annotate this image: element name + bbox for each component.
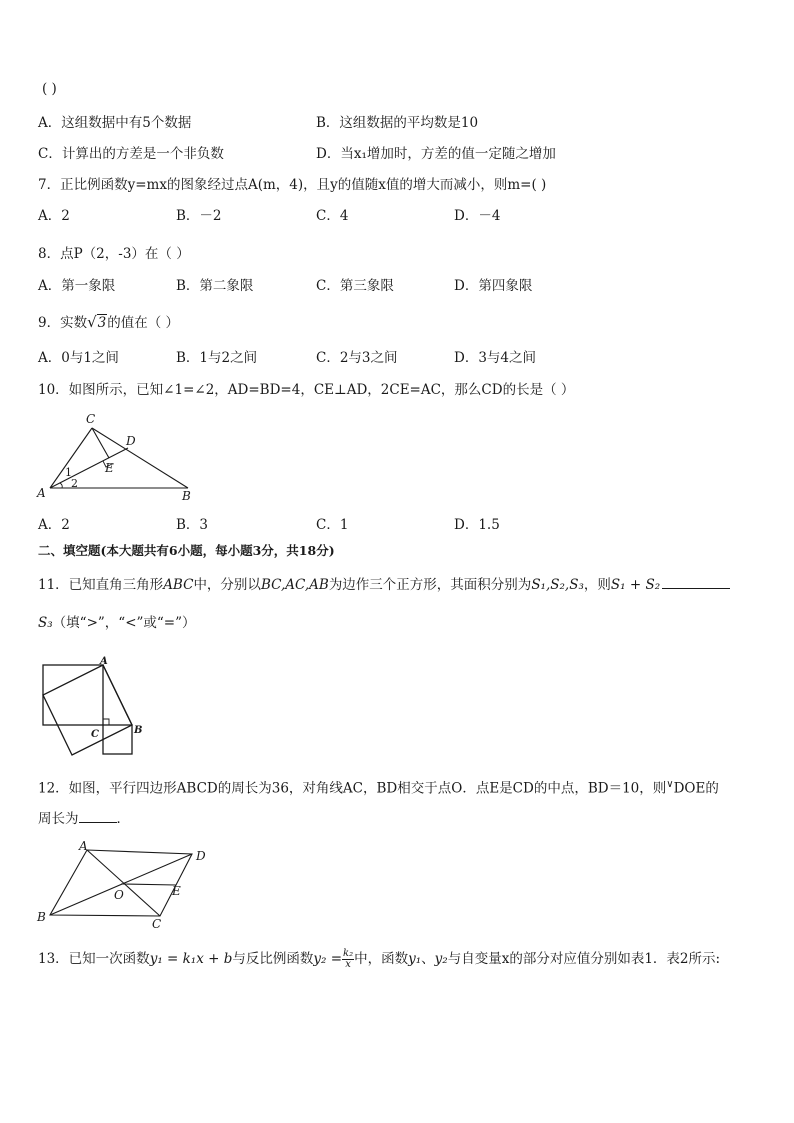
option-text: －2	[199, 208, 222, 224]
q10-option-a[interactable]	[38, 516, 70, 534]
option-label: D．	[454, 517, 479, 533]
triangle-ab	[103, 665, 132, 725]
q11-var-sides: BC,AC,AB	[260, 577, 329, 593]
segment-ad	[50, 448, 128, 488]
q12-text-a: 周长为	[38, 811, 79, 827]
option-text: 2	[61, 208, 70, 224]
right-angle-mark	[103, 719, 109, 725]
option-label: B．	[176, 208, 200, 224]
q7-option-d[interactable]	[454, 207, 500, 225]
label-A: A	[37, 486, 46, 500]
square-bc	[103, 725, 132, 754]
q8-option-c[interactable]	[316, 277, 394, 295]
label-C: C	[152, 917, 162, 931]
option-text: 2	[61, 517, 70, 533]
option-text: 这组数据中有5个数据	[61, 115, 192, 131]
label-C: C	[91, 729, 99, 740]
q13-text-b: 与反比例函数	[232, 951, 314, 967]
q11-text-a: 11．已知直角三角形	[38, 577, 164, 593]
q10-option-b[interactable]	[176, 516, 208, 534]
option-text: 第三象限	[339, 278, 394, 294]
q6-option-d[interactable]	[316, 145, 556, 163]
segment-oe	[121, 884, 176, 885]
q11-squares-figure	[38, 655, 158, 765]
label-B: B	[37, 910, 46, 924]
label-E: E	[172, 884, 181, 898]
q11-var-sum: S₁ + S₂	[610, 577, 661, 593]
option-text: 第四象限	[478, 278, 533, 294]
q13-text-c: 中，函数	[354, 951, 409, 967]
option-label: C．	[316, 517, 340, 533]
label-angle-1: 1	[65, 466, 72, 479]
angle-arc	[60, 483, 62, 488]
label-C: C	[86, 412, 96, 426]
option-text: 3	[199, 517, 209, 533]
option-text: 第一象限	[61, 278, 116, 294]
q13-var-y1: y₁	[408, 951, 422, 967]
q12-text-b: ．	[116, 811, 130, 827]
option-label: B．	[176, 517, 200, 533]
label-angle-2: 2	[71, 477, 78, 490]
option-label: A．	[38, 208, 62, 224]
option-label: A．	[38, 278, 62, 294]
square-ac	[43, 665, 103, 725]
option-text: 这组数据的平均数是10	[339, 115, 479, 131]
q12-line1	[38, 776, 719, 798]
q11-stem	[38, 574, 730, 594]
option-text: 3与4之间	[478, 350, 537, 366]
q9-stem-after: 的值在（ ）	[107, 315, 180, 331]
q12-text-end: DOE的	[673, 780, 719, 797]
q9-option-b[interactable]	[176, 349, 257, 367]
option-label: D．	[454, 278, 479, 294]
option-label: C．	[316, 208, 340, 224]
option-label: D．	[316, 146, 341, 162]
q11-answer-blank[interactable]	[662, 574, 730, 589]
q13-var-y2: y₂	[434, 951, 448, 967]
q6-option-c[interactable]	[38, 145, 224, 163]
option-label: C．	[316, 350, 340, 366]
q8-stem: 8．点P（2，-3）在（ ）	[38, 246, 190, 262]
option-text: 当x₁增加时，方差的值一定随之增加	[340, 146, 556, 162]
option-text: 1与2之间	[199, 350, 258, 366]
q13-text-d: 与自变量x的部分对应值分别如表1．表2所示:	[447, 951, 721, 967]
q11-line2	[38, 614, 196, 632]
option-text: 4	[339, 208, 349, 224]
q11-var-s3: S₃	[38, 615, 53, 631]
option-label: D．	[454, 208, 479, 224]
option-text: 2与3之间	[339, 350, 398, 366]
fraction-denominator: x	[345, 959, 351, 970]
label-B: B	[182, 489, 191, 503]
q11-text-c: 为边作三个正方形，其面积分别为	[328, 577, 532, 593]
label-O: O	[114, 888, 124, 902]
option-label: B．	[176, 278, 200, 294]
sqrt-radicand: 3	[97, 315, 107, 331]
sqrt-symbol: √	[87, 313, 97, 331]
q8-option-b[interactable]	[176, 277, 253, 295]
q9-option-c[interactable]	[316, 349, 398, 367]
triangle-symbol: ∨	[666, 779, 674, 790]
option-label: C．	[38, 146, 62, 162]
q10-option-c[interactable]	[316, 516, 348, 534]
q8-option-a[interactable]	[38, 277, 115, 295]
square-ab	[43, 665, 132, 755]
q6-option-b[interactable]	[316, 114, 478, 132]
q10-stem: 10．如图所示，已知∠1=∠2，AD=BD=4，CE⊥AD，2CE=AC，那么CD的长是（ ）	[38, 382, 575, 398]
q7-option-c[interactable]	[316, 207, 348, 225]
q13-text-a: 13．已知一次函数	[38, 951, 150, 967]
option-text: 0与1之间	[61, 350, 119, 366]
q9-stem-before: 9．实数	[38, 315, 88, 331]
option-text: －4	[478, 208, 501, 224]
q11-fill-hint: （填“>”，“<”或“=”）	[52, 615, 196, 631]
option-text: 1.5	[478, 517, 500, 533]
option-text: 计算出的方差是一个非负数	[61, 146, 224, 162]
option-text: 1	[339, 517, 349, 533]
option-label: A．	[38, 517, 62, 533]
q7-option-a[interactable]	[38, 207, 70, 225]
q9-stem	[38, 313, 179, 332]
q9-option-d[interactable]	[454, 349, 536, 367]
label-A: A	[79, 839, 88, 853]
option-label: B．	[176, 350, 200, 366]
q11-var-abc: ABC	[163, 577, 194, 593]
segment-ce	[92, 428, 109, 458]
q12-line2	[38, 808, 130, 828]
segment-cb	[92, 428, 188, 488]
q13-separator: 、	[421, 951, 435, 967]
q9-option-a[interactable]	[38, 349, 119, 367]
fraction-numerator: k₂	[343, 948, 354, 959]
option-text: 第二象限	[199, 278, 254, 294]
q11-var-areas: S₁,S₂,S₃	[531, 577, 584, 593]
q8-option-d[interactable]	[454, 277, 532, 295]
option-label: B．	[316, 115, 340, 131]
option-label: A．	[38, 350, 62, 366]
q13-inverse-lhs: y₂ =	[313, 951, 343, 967]
section-title-fill-in: 二、填空题(本大题共有6小题，每小题3分，共18分)	[38, 543, 335, 558]
label-A: A	[100, 656, 108, 667]
label-E: E	[105, 461, 114, 475]
q12-parallelogram-figure	[32, 838, 217, 930]
q11-text-b: 中，分别以	[193, 577, 261, 593]
q12-text: 12．如图，平行四边形ABCD的周长为36，对角线AC，BD相交于点O．点E是CD的中点，BD＝10，则	[38, 780, 667, 797]
q13-inverse-fraction	[342, 949, 354, 970]
q7-stem: 7．正比例函数y=mx的图象经过点A(m，4)，且y的值随x值的增大而减小，则m=( )	[38, 177, 547, 193]
q12-answer-blank[interactable]	[79, 808, 117, 823]
q6-option-a[interactable]	[38, 114, 191, 132]
option-label: D．	[454, 350, 479, 366]
q10-triangle-figure	[30, 410, 200, 505]
q10-option-d[interactable]	[454, 516, 500, 534]
label-B: B	[134, 725, 143, 736]
label-D: D	[126, 434, 136, 448]
q13-stem	[38, 946, 720, 972]
q13-linear-function: y₁ = k₁x + b	[149, 951, 233, 967]
label-D: D	[196, 849, 206, 863]
option-label: C．	[316, 278, 340, 294]
q7-option-b[interactable]	[176, 207, 222, 225]
q6-answer-paren: ( )	[42, 81, 57, 97]
option-label: A．	[38, 115, 62, 131]
q11-text-d: ，则	[583, 577, 611, 593]
